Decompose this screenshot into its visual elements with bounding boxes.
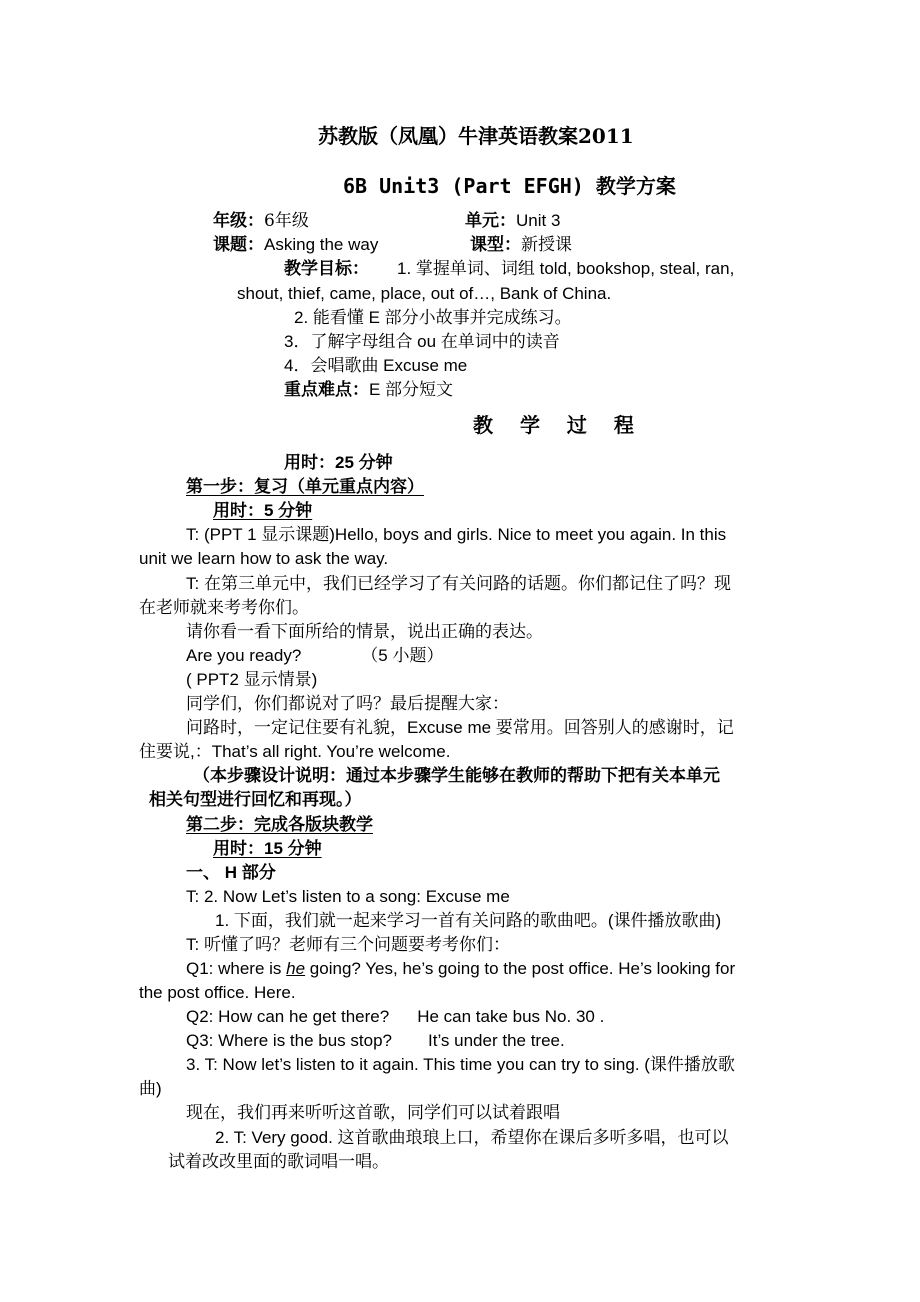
step1-para-3: 请你看一看下面所给的情景，说出正确的表达。 — [186, 622, 543, 641]
step2-time — [213, 838, 322, 860]
question-2-answer: He can take bus No. 30 . — [417, 1007, 605, 1026]
step1-para-1: T: (PPT 1 显示课题)Hello, boys and girls. Nice to meet you again. In this — [186, 525, 727, 544]
objective-1: 1. 掌握单词、词组 told, bookshop, steal, ran, — [397, 259, 735, 278]
grade-value: 6年级 — [264, 211, 309, 231]
objective-1-cont: shout, thief, came, place, out of…, Bank of China. — [237, 284, 612, 303]
step2-line-4: 3. T: Now let’s listen to it again. This time you can try to sing. (课件播放歌 — [186, 1055, 735, 1074]
step1-design-note-cont: 相关句型进行回忆和再现。） — [149, 790, 362, 809]
ready-question: Are you ready? — [186, 646, 302, 665]
grade-line — [213, 210, 309, 232]
key-points-value: E 部分短文 — [369, 380, 454, 399]
step2-line-1: T: 2. Now Let’s listen to a song: Excuse me — [186, 887, 510, 906]
step2-line-6: 2. T: Very good. 这首歌曲琅琅上口，希望你在课后多听多唱，也可以 — [215, 1128, 729, 1147]
question-1 — [186, 958, 735, 980]
step1-para-6: 同学们，你们都说对了吗？最后提醒大家： — [186, 694, 509, 713]
step2-line-5: 现在，我们再来听听这首歌，同学们可以试着跟唱 — [186, 1103, 560, 1122]
key-points-line — [284, 379, 453, 401]
objective-4: 4．会唱歌曲 Excuse me — [284, 356, 468, 375]
unit-label: 单元： — [465, 211, 516, 230]
unit-value: Unit 3 — [516, 211, 561, 230]
objective-2: 2. 能看懂 E 部分小故事并完成练习。 — [294, 308, 572, 327]
step1-design-note: （本步骤设计说明：通过本步骤学生能够在教师的帮助下把有关本单元 — [193, 766, 720, 785]
step1-time — [213, 500, 312, 522]
step2-line-4-cont: 曲) — [139, 1079, 162, 1098]
question-3-answer: It’s under the tree. — [428, 1031, 565, 1050]
step2-time-value: 15 分钟 — [264, 839, 322, 858]
step2-line-2: 1. 下面，我们就一起来学习一首有关问路的歌曲吧。(课件播放歌曲) — [215, 911, 722, 930]
step1-time-label: 用时： — [213, 501, 264, 520]
question-1-start: Q1: where is — [186, 959, 287, 978]
step1-title: 第一步：复习（单元重点内容） — [186, 477, 424, 496]
step2-line-3: T: 听懂了吗？老师有三个问题要考考你们： — [186, 935, 510, 954]
question-2 — [186, 1006, 604, 1028]
step1-time-value: 5 分钟 — [264, 501, 313, 520]
objective-3: 3．了解字母组合 ou 在单词中的读音 — [284, 332, 560, 351]
total-time-value: 25 分钟 — [335, 453, 393, 472]
question-1-rest: going? Yes, he’s going to the post office. He’s looking for — [305, 959, 736, 978]
total-time-label: 用时： — [284, 453, 335, 472]
step1-para-7-cont: 住要说,：That’s all right. You’re welcome. — [139, 742, 451, 761]
type-line — [470, 234, 572, 256]
key-points-label: 重点难点： — [284, 380, 369, 399]
step1-para-7: 问路时，一定记住要有礼貌，Excuse me 要常用。回答别人的感谢时，记 — [186, 718, 734, 737]
question-1-cont: the post office. Here. — [139, 983, 296, 1002]
document-title: 苏教版（凤凰）牛津英语教案2011 — [318, 124, 634, 148]
step1-para-2: T: 在第三单元中，我们已经学习了有关问路的话题。你们都记住了吗？现 — [186, 574, 731, 593]
step1-para-5: ( PPT2 显示情景) — [186, 670, 318, 689]
process-title: 教 学 过 程 — [473, 413, 644, 437]
question-3 — [186, 1030, 565, 1052]
type-label: 课型： — [470, 235, 521, 254]
unit-line — [465, 210, 560, 232]
objectives-line-1 — [284, 258, 734, 280]
document-subtitle: 6B Unit3 (Part EFGH) 教学方案 — [343, 174, 676, 198]
question-2-ask: Q2: How can he get there? — [186, 1007, 390, 1026]
objectives-label: 教学目标： — [284, 259, 369, 278]
question-count: （5 小题） — [361, 646, 444, 665]
type-value: 新授课 — [521, 235, 572, 255]
step2-title: 第二步：完成各版块教学 — [186, 815, 373, 834]
step2-line-6-cont: 试着改改里面的歌词唱一唱。 — [168, 1152, 389, 1171]
topic-value: Asking the way — [264, 235, 379, 254]
part-h-heading: 一、 H 部分 — [186, 863, 276, 882]
grade-label: 年级： — [213, 211, 264, 230]
step1-para-4 — [186, 645, 443, 667]
step1-para-2-cont: 在老师就来考考你们。 — [139, 598, 309, 617]
topic-line — [213, 234, 378, 256]
question-3-ask: Q3: Where is the bus stop? — [186, 1031, 392, 1050]
total-time-line — [284, 452, 393, 474]
question-1-he: he — [286, 959, 306, 978]
step1-para-1-cont: unit we learn how to ask the way. — [139, 549, 389, 568]
topic-label: 课题： — [213, 235, 264, 254]
step2-time-label: 用时： — [213, 839, 264, 858]
